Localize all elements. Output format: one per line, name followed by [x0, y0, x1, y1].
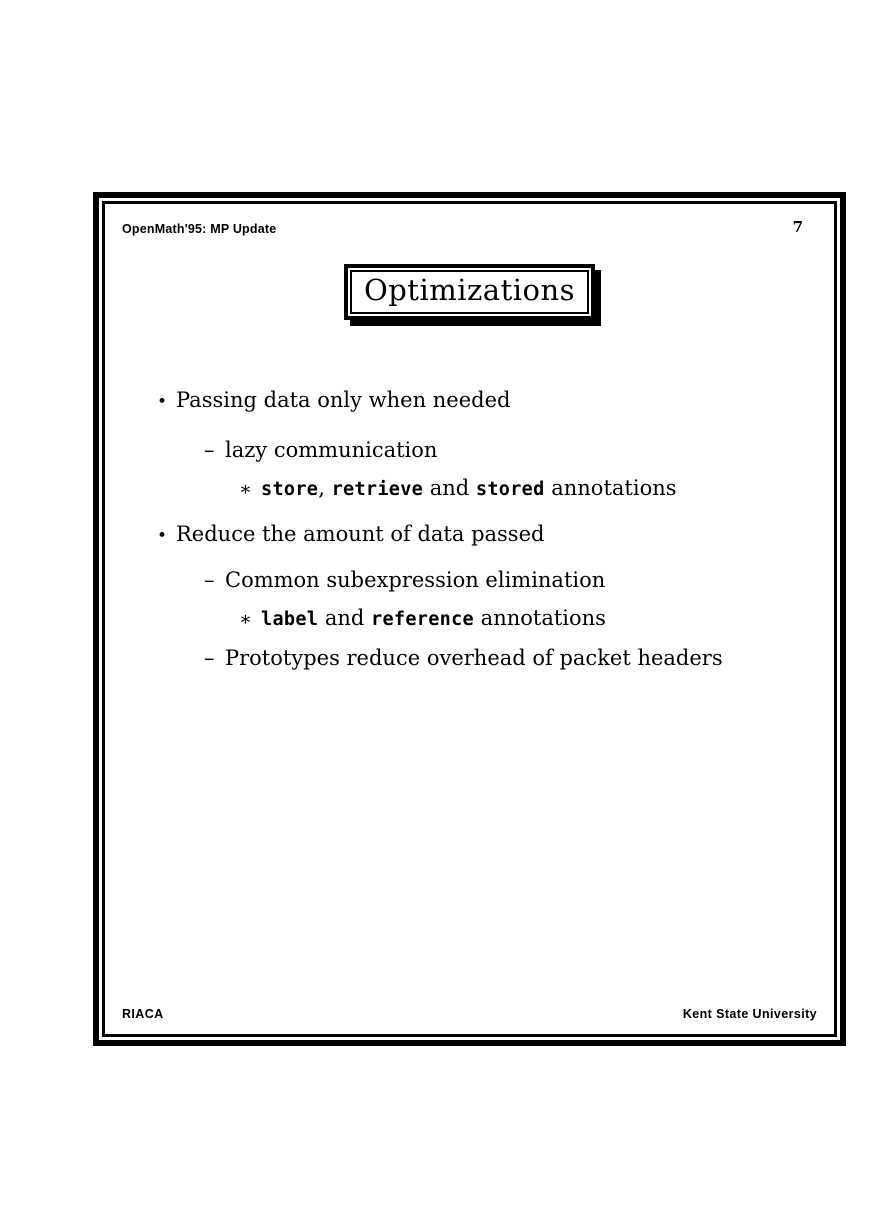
page-number: 7	[792, 218, 803, 236]
dash-marker: –	[204, 568, 215, 592]
plain-text: ,	[318, 476, 332, 500]
slide-header	[122, 218, 817, 236]
bullet-marker: •	[157, 392, 168, 412]
list-item-text: lazy communication	[225, 438, 438, 462]
title-box-inner	[350, 270, 589, 314]
code-keyword: retrieve	[331, 479, 424, 500]
dash-marker: –	[204, 646, 215, 670]
list-item-text: Prototypes reduce overhead of packet headers	[225, 646, 723, 670]
dash-marker: –	[204, 438, 215, 462]
list-item-text: Reduce the amount of data passed	[176, 522, 545, 546]
footer-left: RIACA	[122, 1007, 164, 1021]
list-item	[105, 387, 834, 415]
plain-text: annotations	[474, 606, 606, 630]
list-item	[105, 475, 834, 503]
slide-title: Optimizations	[363, 273, 576, 307]
code-keyword: store	[261, 479, 319, 500]
bullet-list	[105, 387, 834, 671]
title-box	[344, 264, 595, 320]
footer-right: Kent State University	[682, 1007, 817, 1021]
star-marker: ∗	[239, 478, 252, 500]
plain-text: and	[423, 476, 476, 500]
list-item-text	[261, 475, 677, 503]
plain-text: annotations	[544, 476, 677, 500]
slide-footer	[122, 1007, 817, 1021]
list-item	[105, 521, 834, 549]
running-header-title: OpenMath'95: MP Update	[122, 222, 277, 236]
code-keyword: label	[261, 609, 319, 630]
list-item-text: Passing data only when needed	[176, 388, 511, 412]
star-marker: ∗	[239, 608, 252, 630]
slide-frame	[93, 192, 846, 1046]
list-item	[105, 645, 834, 671]
list-item	[105, 437, 834, 463]
list-item	[105, 605, 834, 633]
title-row	[105, 264, 834, 320]
list-item	[105, 567, 834, 593]
plain-text: and	[318, 606, 372, 630]
bullet-marker: •	[157, 526, 168, 546]
list-item-text	[261, 605, 606, 633]
list-item-text: Common subexpression elimination	[225, 568, 606, 592]
code-keyword: reference	[371, 609, 474, 630]
slide-frame-inner	[102, 201, 837, 1037]
code-keyword: stored	[475, 479, 545, 500]
